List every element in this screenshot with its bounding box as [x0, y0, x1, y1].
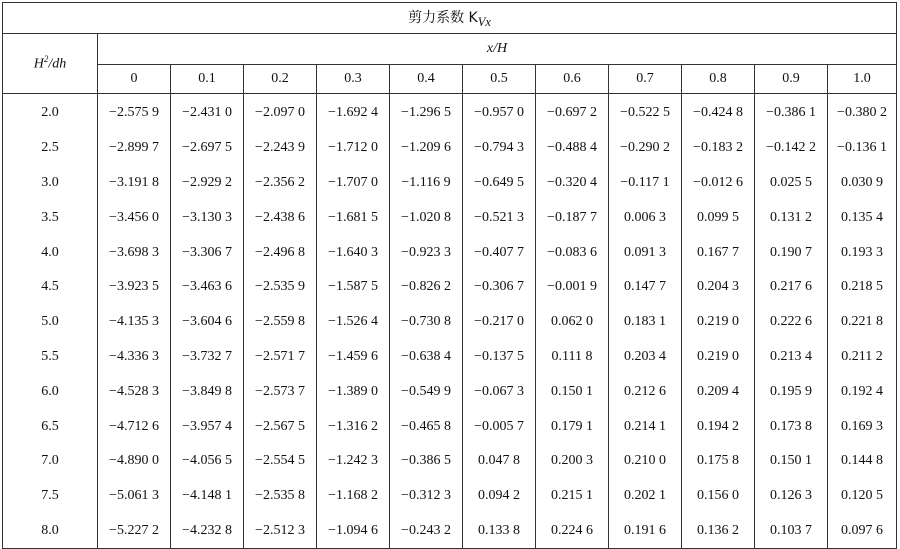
column-header: 0.5	[463, 65, 536, 94]
table-cell: −1.712 0	[317, 131, 390, 166]
table-cell: 0.192 4	[828, 374, 897, 409]
table-cell: −1.116 9	[390, 166, 463, 201]
column-group-header: x/H	[98, 34, 897, 65]
table-cell: 0.222 6	[755, 305, 828, 340]
table-cell: 0.190 7	[755, 235, 828, 270]
table-cell: 0.194 2	[682, 409, 755, 444]
column-header: 0.8	[682, 65, 755, 94]
table-cell: −5.227 2	[98, 514, 171, 549]
table-cell: 0.202 1	[609, 479, 682, 514]
table-cell: −0.826 2	[390, 270, 463, 305]
table-cell: −0.187 7	[536, 200, 609, 235]
table-cell: −1.526 4	[317, 305, 390, 340]
table-cell: −0.380 2	[828, 94, 897, 131]
table-cell: −0.522 5	[609, 94, 682, 131]
row-label: 5.0	[3, 305, 98, 340]
row-label: 6.0	[3, 374, 98, 409]
row-label: 5.5	[3, 340, 98, 375]
table-cell: −1.094 6	[317, 514, 390, 549]
table-cell: −4.148 1	[171, 479, 244, 514]
table-cell: 0.030 9	[828, 166, 897, 201]
table-cell: 0.191 6	[609, 514, 682, 549]
table-cell: −0.638 4	[390, 340, 463, 375]
table-cell: 0.025 5	[755, 166, 828, 201]
table-cell: −2.899 7	[98, 131, 171, 166]
table-cell: 0.179 1	[536, 409, 609, 444]
table-cell: −4.712 6	[98, 409, 171, 444]
table-cell: −2.535 9	[244, 270, 317, 305]
table-cell: −1.640 3	[317, 235, 390, 270]
table-cell: −4.056 5	[171, 444, 244, 479]
table-cell: 0.217 6	[755, 270, 828, 305]
table-cell: 0.147 7	[609, 270, 682, 305]
table-cell: −1.389 0	[317, 374, 390, 409]
table-row	[3, 374, 897, 409]
table-cell: 0.167 7	[682, 235, 755, 270]
table-cell: −0.117 1	[609, 166, 682, 201]
table-cell: −0.136 1	[828, 131, 897, 166]
table-title-subscript: Vx	[477, 14, 491, 29]
table-cell: −4.336 3	[98, 340, 171, 375]
table-cell: −1.020 8	[390, 200, 463, 235]
table-cell: 0.212 6	[609, 374, 682, 409]
table-cell: −1.707 0	[317, 166, 390, 201]
table-cell: 0.120 5	[828, 479, 897, 514]
table-cell: −0.957 0	[463, 94, 536, 131]
table-cell: 0.224 6	[536, 514, 609, 549]
table-cell: −1.316 2	[317, 409, 390, 444]
row-label: 6.5	[3, 409, 98, 444]
table-cell: −3.306 7	[171, 235, 244, 270]
table-cell: −5.061 3	[98, 479, 171, 514]
row-label: 2.0	[3, 94, 98, 131]
table-cell: −2.438 6	[244, 200, 317, 235]
table-cell: −0.697 2	[536, 94, 609, 131]
table-cell: 0.133 8	[463, 514, 536, 549]
table-cell: −2.559 8	[244, 305, 317, 340]
table-row	[3, 131, 897, 166]
table-cell: 0.169 3	[828, 409, 897, 444]
table-cell: −3.130 3	[171, 200, 244, 235]
table-cell: −0.320 4	[536, 166, 609, 201]
column-header: 0.1	[171, 65, 244, 94]
table-cell: −0.649 5	[463, 166, 536, 201]
table-cell: −3.698 3	[98, 235, 171, 270]
table-cell: 0.144 8	[828, 444, 897, 479]
table-title	[3, 3, 897, 34]
table-cell: −0.183 2	[682, 131, 755, 166]
table-cell: −1.168 2	[317, 479, 390, 514]
table-cell: 0.183 1	[609, 305, 682, 340]
table-cell: −0.465 8	[390, 409, 463, 444]
table-cell: −2.697 5	[171, 131, 244, 166]
table-cell: 0.211 2	[828, 340, 897, 375]
table-cell: 0.150 1	[536, 374, 609, 409]
table-title-text: 剪力系数 K	[408, 9, 478, 26]
table-cell: −2.243 9	[244, 131, 317, 166]
column-header-row	[3, 65, 897, 94]
column-header: 0.3	[317, 65, 390, 94]
table-row	[3, 200, 897, 235]
table-cell: −4.890 0	[98, 444, 171, 479]
table-cell: 0.103 7	[755, 514, 828, 549]
table-cell: −3.463 6	[171, 270, 244, 305]
table-cell: 0.218 5	[828, 270, 897, 305]
table-cell: 0.097 6	[828, 514, 897, 549]
table-cell: 0.135 4	[828, 200, 897, 235]
table-cell: −1.242 3	[317, 444, 390, 479]
row-header-rest: /dh	[48, 56, 67, 72]
table-cell: −0.730 8	[390, 305, 463, 340]
table-cell: −2.097 0	[244, 94, 317, 131]
shear-coefficient-table	[2, 2, 897, 549]
table-cell: 0.006 3	[609, 200, 682, 235]
table-cell: 0.221 8	[828, 305, 897, 340]
row-header	[3, 34, 98, 94]
column-header: 0.6	[536, 65, 609, 94]
table-row	[3, 94, 897, 131]
table-row	[3, 235, 897, 270]
table-cell: −0.142 2	[755, 131, 828, 166]
row-label: 3.0	[3, 166, 98, 201]
table-cell: −4.528 3	[98, 374, 171, 409]
table-cell: −0.521 3	[463, 200, 536, 235]
table-cell: −2.575 9	[98, 94, 171, 131]
table-cell: 0.215 1	[536, 479, 609, 514]
table-cell: 0.204 3	[682, 270, 755, 305]
table-cell: −3.604 6	[171, 305, 244, 340]
table-cell: −2.512 3	[244, 514, 317, 549]
table-cell: −0.549 9	[390, 374, 463, 409]
table-cell: −0.386 5	[390, 444, 463, 479]
table-cell: −0.137 5	[463, 340, 536, 375]
table-cell: −1.209 6	[390, 131, 463, 166]
table-cell: −0.407 7	[463, 235, 536, 270]
row-label: 3.5	[3, 200, 98, 235]
table-cell: 0.195 9	[755, 374, 828, 409]
row-label: 2.5	[3, 131, 98, 166]
table-cell: 0.219 0	[682, 340, 755, 375]
table-cell: 0.156 0	[682, 479, 755, 514]
table-cell: −0.794 3	[463, 131, 536, 166]
table-cell: 0.175 8	[682, 444, 755, 479]
table-cell: 0.062 0	[536, 305, 609, 340]
table-cell: 0.126 3	[755, 479, 828, 514]
row-label: 4.5	[3, 270, 98, 305]
column-header: 0.7	[609, 65, 682, 94]
table-row	[3, 166, 897, 201]
table-cell: −3.923 5	[98, 270, 171, 305]
table-cell: −0.424 8	[682, 94, 755, 131]
table-cell: 0.209 4	[682, 374, 755, 409]
table-cell: 0.193 3	[828, 235, 897, 270]
table-cell: −2.356 2	[244, 166, 317, 201]
table-cell: −1.587 5	[317, 270, 390, 305]
table-cell: −0.306 7	[463, 270, 536, 305]
table-cell: 0.173 8	[755, 409, 828, 444]
table-cell: −3.732 7	[171, 340, 244, 375]
table-cell: 0.200 3	[536, 444, 609, 479]
table-cell: 0.203 4	[609, 340, 682, 375]
table-cell: 0.091 3	[609, 235, 682, 270]
table-cell: −3.957 4	[171, 409, 244, 444]
table-cell: −0.243 2	[390, 514, 463, 549]
table-cell: 0.210 0	[609, 444, 682, 479]
table-cell: 0.213 4	[755, 340, 828, 375]
table-cell: −0.488 4	[536, 131, 609, 166]
row-header-sup: 2	[43, 54, 49, 65]
table-cell: −3.456 0	[98, 200, 171, 235]
table-row	[3, 340, 897, 375]
row-label: 7.5	[3, 479, 98, 514]
table-cell: −0.923 3	[390, 235, 463, 270]
table-row	[3, 305, 897, 340]
table-cell: 0.094 2	[463, 479, 536, 514]
table-cell: −0.312 3	[390, 479, 463, 514]
table-cell: −2.573 7	[244, 374, 317, 409]
table-cell: −4.232 8	[171, 514, 244, 549]
table-cell: −3.849 8	[171, 374, 244, 409]
table-cell: −1.459 6	[317, 340, 390, 375]
table-row	[3, 444, 897, 479]
table-cell: −2.431 0	[171, 94, 244, 131]
table-cell: −0.067 3	[463, 374, 536, 409]
table-cell: −2.554 5	[244, 444, 317, 479]
table-cell: −0.012 6	[682, 166, 755, 201]
table-cell: 0.219 0	[682, 305, 755, 340]
row-label: 4.0	[3, 235, 98, 270]
column-header: 0.2	[244, 65, 317, 94]
column-header: 0.9	[755, 65, 828, 94]
table-cell: −1.296 5	[390, 94, 463, 131]
table-body	[3, 94, 897, 549]
table-cell: −4.135 3	[98, 305, 171, 340]
table-cell: −0.005 7	[463, 409, 536, 444]
table-cell: −0.001 9	[536, 270, 609, 305]
row-label: 7.0	[3, 444, 98, 479]
table-cell: 0.099 5	[682, 200, 755, 235]
table-cell: −1.692 4	[317, 94, 390, 131]
table-cell: −2.567 5	[244, 409, 317, 444]
table-cell: 0.150 1	[755, 444, 828, 479]
table-cell: −2.929 2	[171, 166, 244, 201]
column-header: 1.0	[828, 65, 897, 94]
table-row	[3, 270, 897, 305]
table-cell: −3.191 8	[98, 166, 171, 201]
column-header: 0.4	[390, 65, 463, 94]
table-cell: 0.047 8	[463, 444, 536, 479]
table-cell: −2.535 8	[244, 479, 317, 514]
table-cell: 0.136 2	[682, 514, 755, 549]
table-cell: −2.496 8	[244, 235, 317, 270]
table-row	[3, 479, 897, 514]
table-cell: −0.290 2	[609, 131, 682, 166]
table-container	[2, 2, 896, 549]
table-cell: −2.571 7	[244, 340, 317, 375]
table-cell: 0.111 8	[536, 340, 609, 375]
table-cell: −0.217 0	[463, 305, 536, 340]
table-cell: −0.386 1	[755, 94, 828, 131]
table-cell: 0.131 2	[755, 200, 828, 235]
column-header: 0	[98, 65, 171, 94]
row-label: 8.0	[3, 514, 98, 549]
table-row	[3, 409, 897, 444]
table-cell: −0.083 6	[536, 235, 609, 270]
row-header-main: H	[33, 56, 44, 72]
table-cell: −1.681 5	[317, 200, 390, 235]
table-cell: 0.214 1	[609, 409, 682, 444]
